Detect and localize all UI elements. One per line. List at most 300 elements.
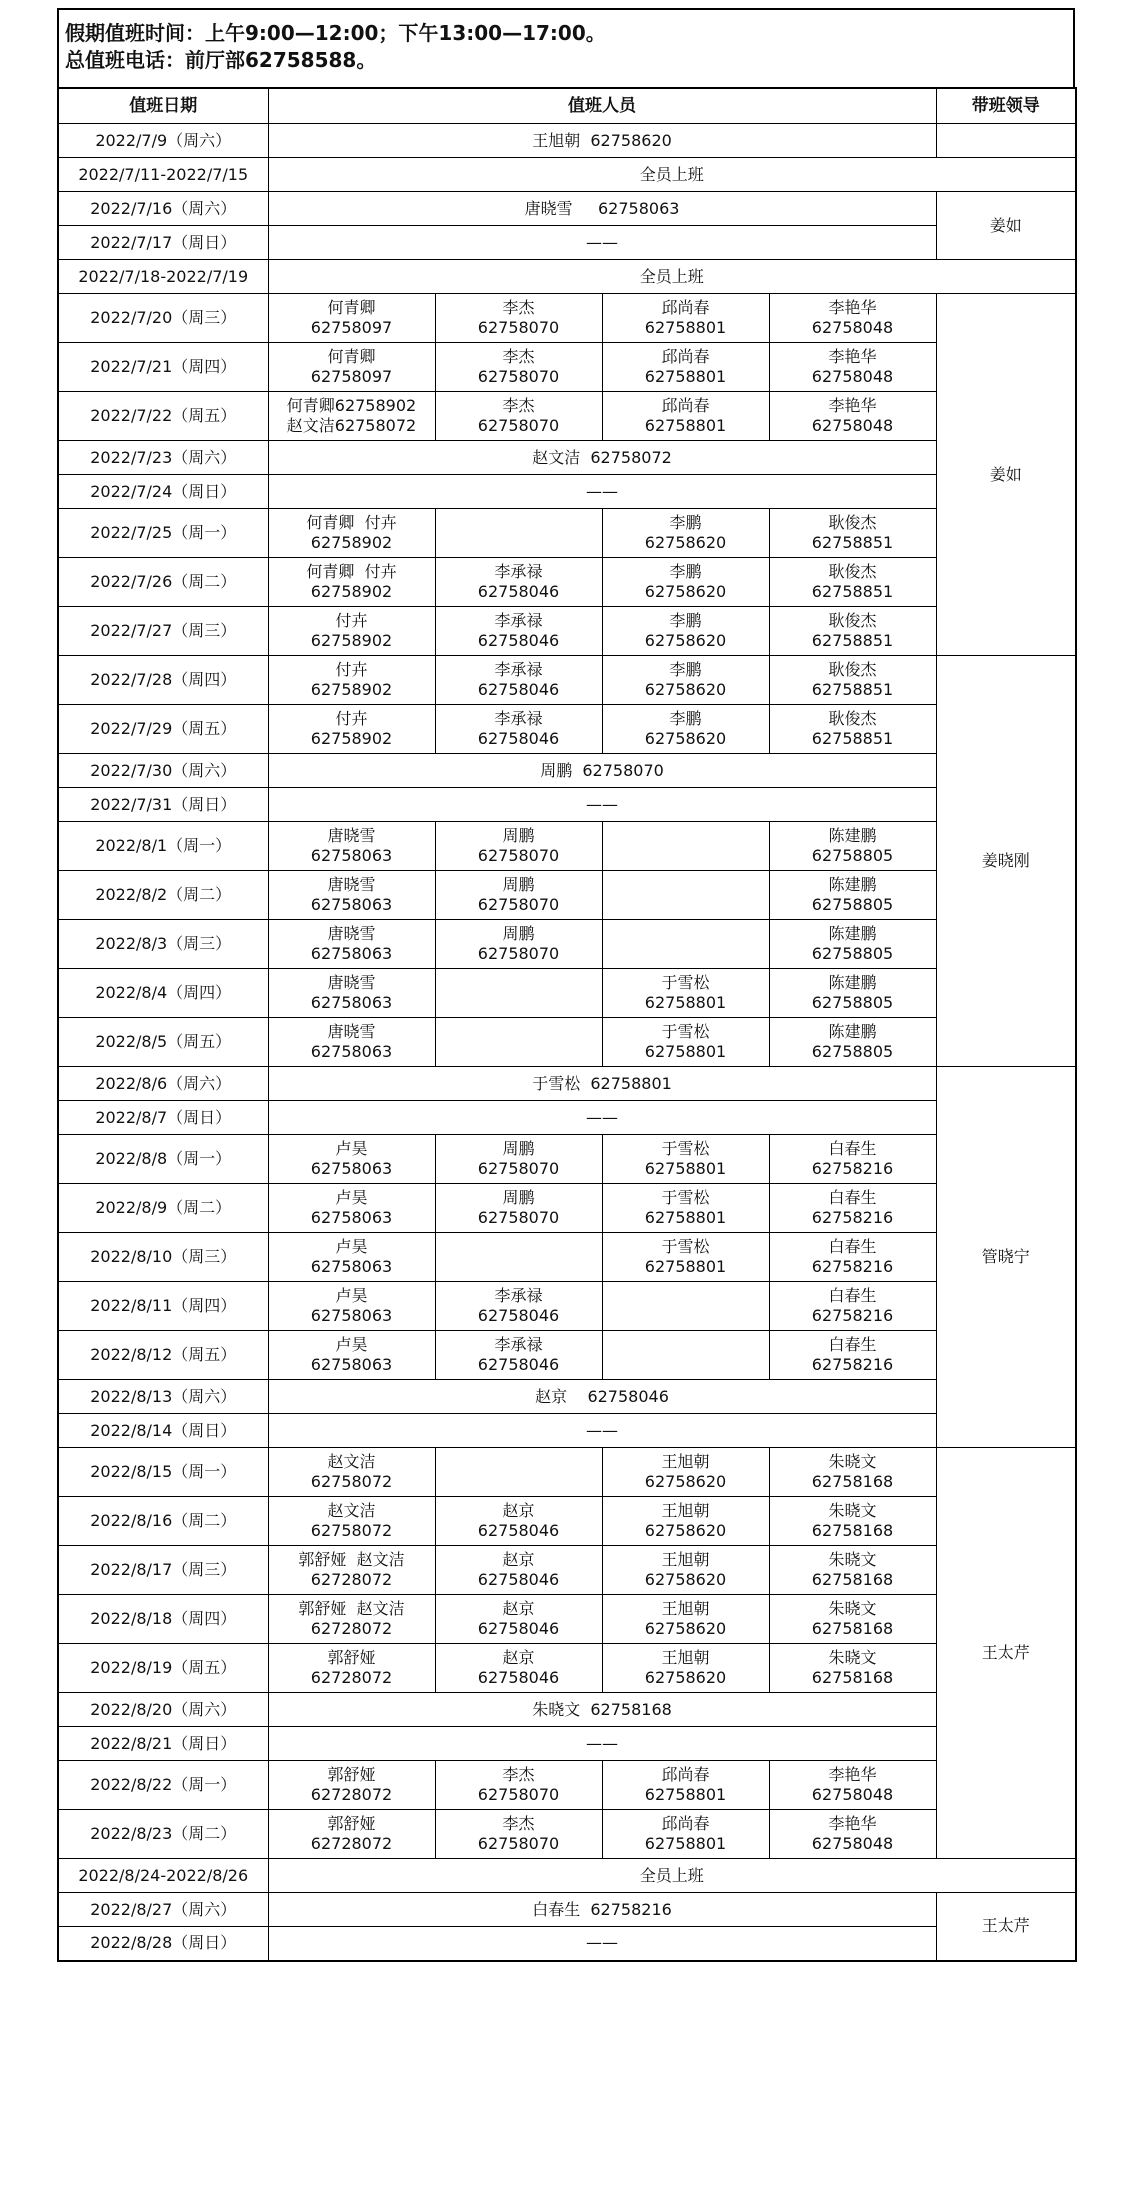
staff-phone: 62758801 — [644, 318, 727, 337]
staff-name: 李杰 — [502, 298, 535, 317]
staff-cell — [769, 558, 936, 607]
table-row — [58, 158, 1076, 192]
staff-name: 白春生 — [828, 1188, 877, 1207]
staff-cell — [268, 822, 435, 871]
staff-phone: 62758070 — [477, 416, 560, 435]
staff-name: 朱晓文 — [828, 1501, 877, 1520]
staff-phone: 62758046 — [477, 1355, 560, 1374]
staff-name: 李承禄 — [494, 1335, 543, 1354]
table-row — [58, 1595, 1076, 1644]
date-cell: 2022/7/21（周四） — [58, 343, 268, 392]
staff-name: 何青卿 付卉 — [306, 562, 397, 581]
date-cell: 2022/8/22（周一） — [58, 1761, 268, 1810]
staff-phone: 62758216 — [811, 1306, 894, 1325]
staff-phone: 62758072 — [310, 1521, 393, 1540]
staff-cell — [769, 607, 936, 656]
staff-name: 郭舒娅 — [327, 1765, 376, 1784]
staff-phone: 62758801 — [644, 1834, 727, 1853]
staff-phone: 62758805 — [811, 944, 894, 963]
staff-phone: 62758851 — [811, 582, 894, 601]
staff-merged-cell: 赵文洁 62758072 — [268, 441, 936, 475]
staff-phone: 62758620 — [644, 1619, 727, 1638]
staff-phone: 62728072 — [310, 1570, 393, 1589]
table-row — [58, 1761, 1076, 1810]
staff-merged-cell: 朱晓文 62758168 — [268, 1693, 936, 1727]
staff-cell — [769, 1546, 936, 1595]
staff-name: 李艳华 — [828, 298, 877, 317]
staff-cell — [435, 1810, 602, 1859]
table-row — [58, 260, 1076, 294]
staff-phone: 62758216 — [811, 1208, 894, 1227]
staff-cell — [602, 509, 769, 558]
staff-name: 陈建鹏 — [828, 826, 877, 845]
table-row — [58, 558, 1076, 607]
staff-name: 付卉 — [335, 709, 368, 728]
staff-phone: 62758902 — [310, 631, 393, 650]
staff-name: 李鹏 — [669, 562, 702, 581]
staff-merged-cell: —— — [268, 1927, 936, 1961]
staff-cell — [602, 969, 769, 1018]
column-header-staff: 值班人员 — [268, 88, 936, 124]
staff-phone: 62728072 — [310, 1834, 393, 1853]
staff-name: 卢昊 — [335, 1188, 368, 1207]
staff-name: 陈建鹏 — [828, 875, 877, 894]
date-cell: 2022/8/12（周五） — [58, 1331, 268, 1380]
table-row — [58, 1067, 1076, 1101]
staff-merged-cell: —— — [268, 226, 936, 260]
staff-cell — [268, 1233, 435, 1282]
table-row — [58, 294, 1076, 343]
staff-name: 周鹏 — [502, 1188, 535, 1207]
staff-cell — [602, 1448, 769, 1497]
staff-merged-cell: 周鹏 62758070 — [268, 754, 936, 788]
staff-cell — [435, 1331, 602, 1380]
leader-cell: 管晓宁 — [936, 1067, 1076, 1448]
staff-phone: 62758902 — [310, 680, 393, 699]
staff-name: 李鹏 — [669, 660, 702, 679]
staff-cell — [435, 1018, 602, 1067]
staff-name: 王旭朝 — [661, 1599, 710, 1618]
date-cell: 2022/7/28（周四） — [58, 656, 268, 705]
duty-schedule-sheet — [57, 8, 1075, 1962]
table-row — [58, 1380, 1076, 1414]
date-cell: 2022/8/21（周日） — [58, 1727, 268, 1761]
table-row — [58, 1693, 1076, 1727]
staff-name: 周鹏 — [502, 875, 535, 894]
staff-cell — [602, 607, 769, 656]
staff-name: 唐晓雪 — [327, 875, 376, 894]
staff-phone: 62758063 — [310, 1159, 393, 1178]
table-row — [58, 1184, 1076, 1233]
staff-name: 李杰 — [502, 1814, 535, 1833]
staff-name: 耿俊杰 — [828, 660, 877, 679]
staff-name: 赵京 — [502, 1599, 535, 1618]
staff-name: 何青卿 — [327, 347, 376, 366]
staff-cell — [769, 1644, 936, 1693]
table-row — [58, 441, 1076, 475]
staff-phone: 62758801 — [644, 367, 727, 386]
staff-name: 朱晓文 — [828, 1452, 877, 1471]
staff-phone: 62758620 — [644, 680, 727, 699]
staff-phone: 62758851 — [811, 680, 894, 699]
staff-name: 郭舒娅 — [327, 1814, 376, 1833]
date-cell: 2022/7/24（周日） — [58, 475, 268, 509]
staff-cell — [602, 1331, 769, 1380]
staff-name: 卢昊 — [335, 1286, 368, 1305]
leader-cell: 王太芹 — [936, 1448, 1076, 1859]
staff-name: 王旭朝 — [661, 1452, 710, 1471]
staff-phone: 62758048 — [811, 1834, 894, 1853]
schedule-header — [57, 8, 1075, 87]
staff-cell — [435, 656, 602, 705]
staff-name: 李鹏 — [669, 513, 702, 532]
table-row — [58, 226, 1076, 260]
staff-phone: 赵文洁62758072 — [286, 416, 417, 435]
date-cell: 2022/8/11（周四） — [58, 1282, 268, 1331]
staff-phone: 62758063 — [310, 1306, 393, 1325]
staff-name: 赵京 — [502, 1550, 535, 1569]
staff-name: 唐晓雪 — [327, 924, 376, 943]
staff-name: 唐晓雪 — [327, 826, 376, 845]
staff-phone: 62758168 — [811, 1472, 894, 1491]
staff-cell — [435, 1448, 602, 1497]
table-row — [58, 1101, 1076, 1135]
staff-name: 朱晓文 — [828, 1599, 877, 1618]
staff-phone: 62758801 — [644, 1208, 727, 1227]
staff-cell — [769, 656, 936, 705]
date-cell: 2022/7/9（周六） — [58, 124, 268, 158]
staff-cell — [602, 920, 769, 969]
staff-merged-cell: —— — [268, 475, 936, 509]
staff-cell — [769, 969, 936, 1018]
staff-cell — [435, 558, 602, 607]
table-row — [58, 607, 1076, 656]
staff-name: 白春生 — [828, 1335, 877, 1354]
staff-phone: 62758046 — [477, 631, 560, 650]
staff-cell — [769, 871, 936, 920]
staff-cell — [268, 1184, 435, 1233]
staff-cell — [602, 1282, 769, 1331]
staff-name: 于雪松 — [661, 1188, 710, 1207]
staff-name: 陈建鹏 — [828, 1022, 877, 1041]
table-row — [58, 1644, 1076, 1693]
staff-phone: 62758046 — [477, 582, 560, 601]
table-row — [58, 1893, 1076, 1927]
staff-cell — [602, 705, 769, 754]
date-cell: 2022/7/23（周六） — [58, 441, 268, 475]
staff-phone: 62758046 — [477, 1570, 560, 1589]
staff-phone: 62758046 — [477, 729, 560, 748]
staff-phone: 62758620 — [644, 631, 727, 650]
staff-cell — [769, 1233, 936, 1282]
staff-phone: 62758048 — [811, 1785, 894, 1804]
staff-cell — [602, 392, 769, 441]
staff-merged-cell: 全员上班 — [268, 260, 1076, 294]
staff-phone: 62758097 — [310, 367, 393, 386]
staff-name: 李承禄 — [494, 562, 543, 581]
date-cell: 2022/7/17（周日） — [58, 226, 268, 260]
staff-name: 王旭朝 — [661, 1550, 710, 1569]
table-row — [58, 343, 1076, 392]
staff-name: 李艳华 — [828, 1814, 877, 1833]
date-cell: 2022/8/8（周一） — [58, 1135, 268, 1184]
table-row — [58, 1497, 1076, 1546]
date-cell: 2022/8/24-2022/8/26 — [58, 1859, 268, 1893]
staff-cell — [602, 1644, 769, 1693]
date-cell: 2022/8/18（周四） — [58, 1595, 268, 1644]
column-header-leader: 带班领导 — [936, 88, 1076, 124]
staff-cell — [435, 920, 602, 969]
staff-name: 李鹏 — [669, 611, 702, 630]
staff-name: 于雪松 — [661, 973, 710, 992]
staff-cell — [769, 392, 936, 441]
staff-cell — [602, 656, 769, 705]
table-row — [58, 705, 1076, 754]
date-cell: 2022/8/16（周二） — [58, 1497, 268, 1546]
leader-cell-empty — [936, 124, 1076, 158]
staff-phone: 62758070 — [477, 1159, 560, 1178]
staff-name: 李承禄 — [494, 1286, 543, 1305]
staff-phone: 62758620 — [644, 1472, 727, 1491]
staff-phone: 62758801 — [644, 1042, 727, 1061]
date-cell: 2022/7/27（周三） — [58, 607, 268, 656]
table-row — [58, 1135, 1076, 1184]
table-row — [58, 969, 1076, 1018]
staff-cell — [268, 1018, 435, 1067]
date-cell: 2022/8/6（周六） — [58, 1067, 268, 1101]
staff-cell — [769, 294, 936, 343]
staff-name: 李鹏 — [669, 709, 702, 728]
staff-name: 王旭朝 — [661, 1648, 710, 1667]
staff-cell — [435, 822, 602, 871]
staff-name: 白春生 — [828, 1237, 877, 1256]
staff-phone: 62758070 — [477, 367, 560, 386]
staff-name: 王旭朝 — [661, 1501, 710, 1520]
staff-cell — [769, 1448, 936, 1497]
staff-name: 郭舒娅 赵文洁 — [298, 1550, 405, 1569]
staff-cell — [602, 1135, 769, 1184]
staff-phone: 62758063 — [310, 895, 393, 914]
staff-cell — [602, 1018, 769, 1067]
staff-phone: 62758070 — [477, 1785, 560, 1804]
staff-name: 邱尚春 — [661, 1765, 710, 1784]
table-row — [58, 822, 1076, 871]
staff-name: 郭舒娅 赵文洁 — [298, 1599, 405, 1618]
staff-cell — [268, 1595, 435, 1644]
staff-phone: 62758168 — [811, 1521, 894, 1540]
staff-phone: 62758046 — [477, 1306, 560, 1325]
staff-phone: 62758216 — [811, 1257, 894, 1276]
table-row — [58, 192, 1076, 226]
staff-name: 邱尚春 — [661, 1814, 710, 1833]
staff-cell — [435, 969, 602, 1018]
staff-name: 耿俊杰 — [828, 513, 877, 532]
staff-cell — [602, 1810, 769, 1859]
staff-phone: 62758063 — [310, 1042, 393, 1061]
staff-name: 何青卿 — [327, 298, 376, 317]
staff-cell — [602, 822, 769, 871]
staff-phone: 62758620 — [644, 1668, 727, 1687]
staff-phone: 62758168 — [811, 1619, 894, 1638]
staff-phone: 62758805 — [811, 846, 894, 865]
staff-name: 白春生 — [828, 1139, 877, 1158]
staff-phone: 62758805 — [811, 1042, 894, 1061]
staff-cell — [268, 392, 435, 441]
staff-name: 唐晓雪 — [327, 1022, 376, 1041]
staff-phone: 62758048 — [811, 318, 894, 337]
date-cell: 2022/8/2（周二） — [58, 871, 268, 920]
staff-cell — [435, 871, 602, 920]
staff-cell — [268, 871, 435, 920]
table-row — [58, 788, 1076, 822]
staff-name: 于雪松 — [661, 1022, 710, 1041]
staff-name: 白春生 — [828, 1286, 877, 1305]
staff-cell — [268, 969, 435, 1018]
staff-name: 付卉 — [335, 660, 368, 679]
table-row — [58, 1859, 1076, 1893]
staff-cell — [268, 705, 435, 754]
date-cell: 2022/8/10（周三） — [58, 1233, 268, 1282]
staff-cell — [268, 1761, 435, 1810]
staff-cell — [268, 1448, 435, 1497]
staff-name: 卢昊 — [335, 1335, 368, 1354]
date-cell: 2022/8/17（周三） — [58, 1546, 268, 1595]
staff-cell — [435, 509, 602, 558]
staff-phone: 62728072 — [310, 1668, 393, 1687]
staff-cell — [602, 1233, 769, 1282]
staff-cell — [769, 343, 936, 392]
staff-name: 陈建鹏 — [828, 973, 877, 992]
staff-phone: 62758070 — [477, 895, 560, 914]
staff-phone: 62758097 — [310, 318, 393, 337]
date-cell: 2022/8/3（周三） — [58, 920, 268, 969]
table-row — [58, 754, 1076, 788]
leader-cell: 姜如 — [936, 294, 1076, 656]
staff-phone: 62758063 — [310, 993, 393, 1012]
staff-merged-cell: —— — [268, 788, 936, 822]
date-cell: 2022/8/4（周四） — [58, 969, 268, 1018]
main-phone-text: 总值班电话：前厅部62758588。 — [65, 48, 377, 72]
staff-phone: 62758048 — [811, 367, 894, 386]
staff-cell — [268, 509, 435, 558]
staff-phone: 62758046 — [477, 1668, 560, 1687]
staff-phone: 62758070 — [477, 944, 560, 963]
staff-phone: 62758072 — [310, 1472, 393, 1491]
staff-cell — [769, 1282, 936, 1331]
column-header-date: 值班日期 — [58, 88, 268, 124]
staff-phone: 62758805 — [811, 895, 894, 914]
staff-cell — [435, 1497, 602, 1546]
staff-phone: 62758168 — [811, 1668, 894, 1687]
table-row — [58, 920, 1076, 969]
date-cell: 2022/8/19（周五） — [58, 1644, 268, 1693]
staff-cell — [435, 1644, 602, 1693]
staff-cell — [769, 509, 936, 558]
staff-phone: 62758063 — [310, 1208, 393, 1227]
staff-name: 唐晓雪 — [327, 973, 376, 992]
staff-cell — [435, 1546, 602, 1595]
staff-phone: 62758801 — [644, 416, 727, 435]
staff-phone: 62758216 — [811, 1355, 894, 1374]
date-cell: 2022/8/7（周日） — [58, 1101, 268, 1135]
staff-cell — [268, 1810, 435, 1859]
staff-name: 李艳华 — [828, 396, 877, 415]
staff-name: 朱晓文 — [828, 1550, 877, 1569]
date-cell: 2022/8/15（周一） — [58, 1448, 268, 1497]
date-cell: 2022/8/13（周六） — [58, 1380, 268, 1414]
duty-hours-text: 假期值班时间：上午9:00—12:00；下午13:00—17:00。 — [65, 21, 606, 45]
staff-merged-cell: 王旭朝 62758620 — [268, 124, 936, 158]
staff-cell — [769, 705, 936, 754]
table-row — [58, 1727, 1076, 1761]
table-body — [58, 124, 1076, 1961]
table-row — [58, 1546, 1076, 1595]
staff-cell — [602, 1761, 769, 1810]
staff-phone: 62758063 — [310, 1355, 393, 1374]
staff-name: 卢昊 — [335, 1237, 368, 1256]
staff-cell — [602, 558, 769, 607]
date-cell: 2022/7/26（周二） — [58, 558, 268, 607]
table-row — [58, 1233, 1076, 1282]
staff-cell — [769, 1810, 936, 1859]
staff-phone: 62758070 — [477, 846, 560, 865]
staff-phone: 62758851 — [811, 729, 894, 748]
staff-name: 邱尚春 — [661, 396, 710, 415]
date-cell: 2022/7/30（周六） — [58, 754, 268, 788]
staff-cell — [268, 1282, 435, 1331]
staff-phone: 62758216 — [811, 1159, 894, 1178]
staff-name: 周鹏 — [502, 826, 535, 845]
staff-cell — [435, 1135, 602, 1184]
staff-cell — [602, 1184, 769, 1233]
staff-phone: 62728072 — [310, 1785, 393, 1804]
staff-phone: 62728072 — [310, 1619, 393, 1638]
staff-cell — [769, 1018, 936, 1067]
staff-merged-cell: 于雪松 62758801 — [268, 1067, 936, 1101]
staff-cell — [435, 1233, 602, 1282]
date-cell: 2022/7/31（周日） — [58, 788, 268, 822]
staff-cell — [769, 1761, 936, 1810]
staff-phone: 62758046 — [477, 1521, 560, 1540]
staff-phone: 62758620 — [644, 1521, 727, 1540]
staff-cell — [268, 1497, 435, 1546]
staff-name: 于雪松 — [661, 1139, 710, 1158]
date-cell: 2022/8/9（周二） — [58, 1184, 268, 1233]
staff-phone: 62758620 — [644, 533, 727, 552]
staff-name: 赵京 — [502, 1648, 535, 1667]
table-row — [58, 871, 1076, 920]
staff-phone: 62758801 — [644, 1257, 727, 1276]
table-header-row — [58, 88, 1076, 124]
staff-name: 何青卿 付卉 — [306, 513, 397, 532]
staff-merged-cell: 唐晓雪 62758063 — [268, 192, 936, 226]
staff-cell — [769, 1497, 936, 1546]
staff-phone: 62758070 — [477, 1208, 560, 1227]
staff-phone: 62758801 — [644, 1785, 727, 1804]
staff-cell — [435, 1184, 602, 1233]
staff-phone: 62758851 — [811, 631, 894, 650]
staff-merged-cell: —— — [268, 1414, 936, 1448]
staff-cell — [268, 920, 435, 969]
date-cell: 2022/8/1（周一） — [58, 822, 268, 871]
staff-phone: 62758048 — [811, 416, 894, 435]
staff-phone: 62758902 — [310, 533, 393, 552]
staff-name: 邱尚春 — [661, 347, 710, 366]
table-row — [58, 1810, 1076, 1859]
staff-cell — [769, 1331, 936, 1380]
staff-cell — [602, 343, 769, 392]
staff-cell — [435, 343, 602, 392]
